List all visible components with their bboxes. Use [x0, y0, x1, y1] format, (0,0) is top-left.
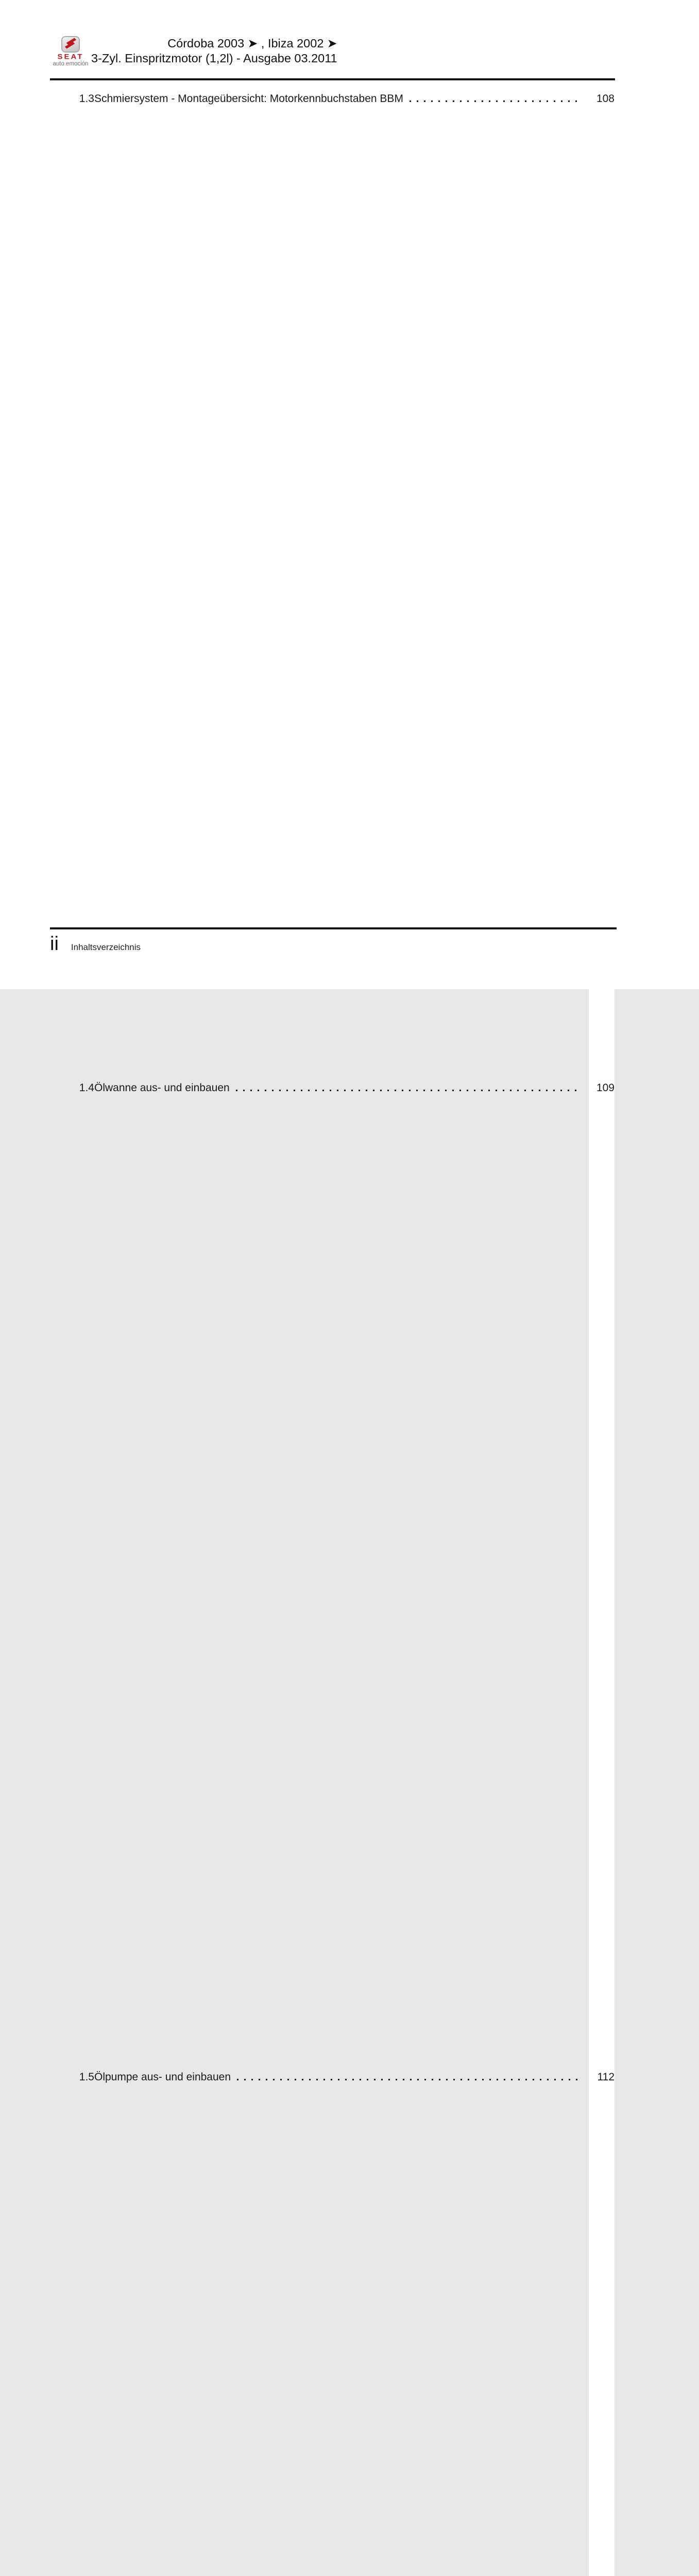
seat-brand-logo	[50, 36, 91, 67]
footer-label: Inhaltsverzeichnis	[71, 942, 141, 952]
dot-leader	[410, 100, 582, 102]
footer-page-number: ii	[50, 933, 59, 955]
toc-entry	[50, 92, 615, 1081]
toc-section	[50, 92, 615, 2576]
entry-title: Ölpumpe aus- und einbauen	[94, 2071, 231, 2083]
entry-page: 109	[589, 1081, 615, 2070]
seat-s-icon	[63, 37, 78, 52]
seat-logo-badge	[61, 36, 80, 53]
toc-entry	[50, 2070, 615, 2576]
entry-title: Schmiersystem - Montageübersicht: Motorkennbuchstaben BBM	[94, 93, 403, 105]
entry-number: 1.3	[79, 93, 94, 105]
page-footer	[50, 934, 141, 954]
entry-number: 1.4	[79, 1082, 94, 1094]
page-header	[50, 36, 615, 67]
toc	[50, 92, 615, 2576]
footer-rule	[50, 927, 617, 929]
toc-entry	[50, 1081, 615, 2070]
header-title-line1: Córdoba 2003 ➤ , Ibiza 2002 ➤	[167, 37, 337, 50]
brand-name: SEAT	[57, 53, 84, 61]
entry-title: Ölwanne aus- und einbauen	[94, 1082, 230, 1094]
dot-leader	[237, 2079, 582, 2080]
dot-leader	[236, 1090, 582, 1091]
entry-number: 1.5	[79, 2071, 94, 2083]
header-title-line2: 3-Zyl. Einspritzmotor (1,2l) - Ausgabe 03.2011	[91, 52, 337, 65]
header-rule	[50, 78, 615, 80]
header-titles	[91, 36, 337, 66]
brand-tagline: auto emoción	[53, 61, 89, 67]
entry-page: 112	[589, 2070, 615, 2576]
entry-page: 108	[589, 92, 615, 1081]
